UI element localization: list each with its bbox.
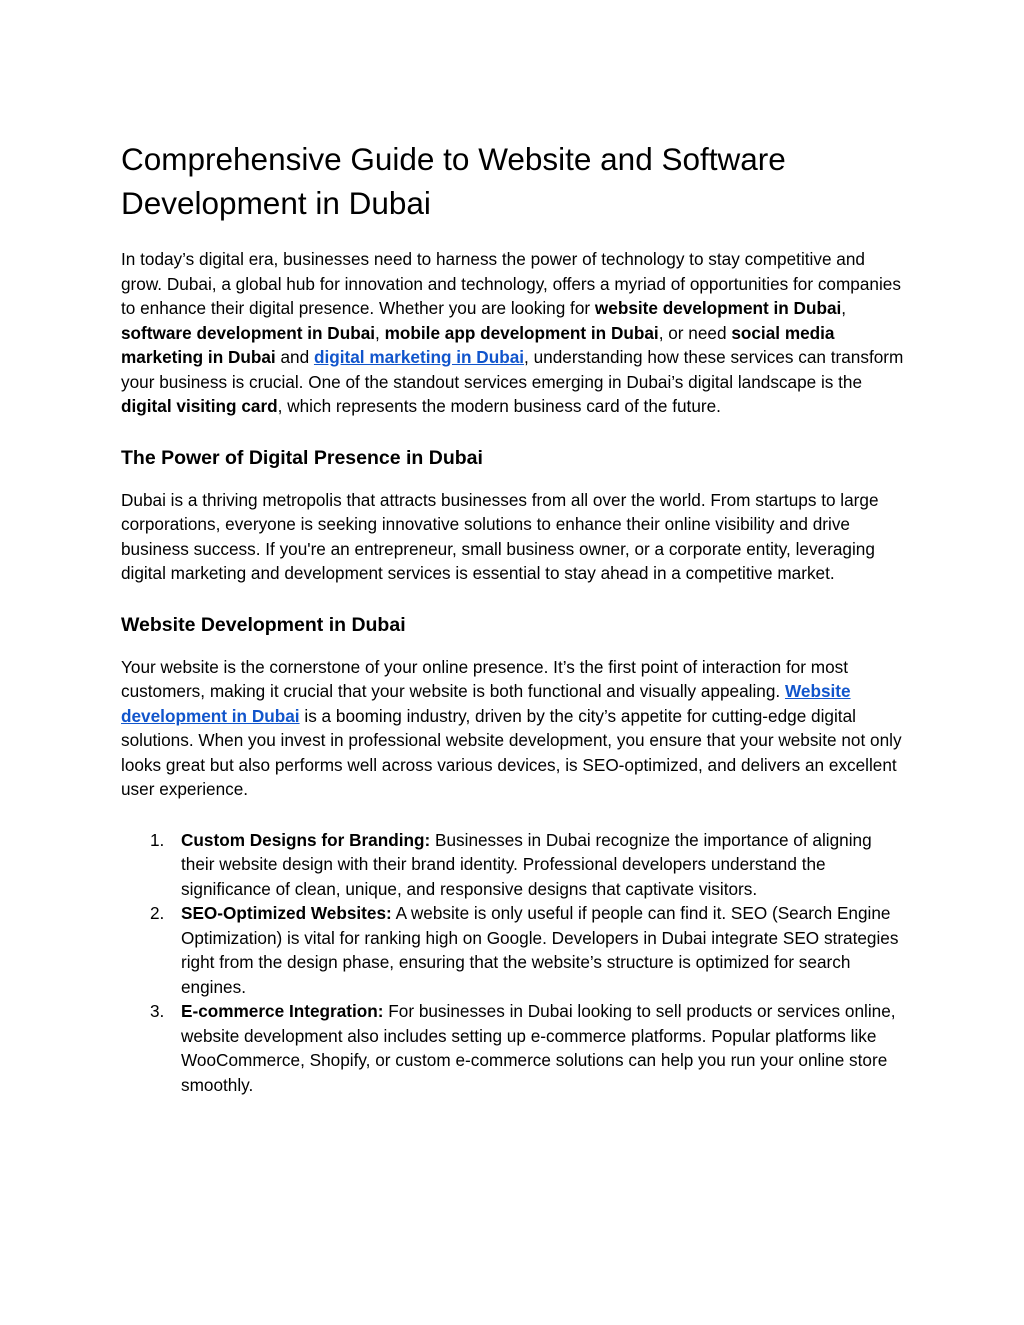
intro-text: , which represents the modern business card of the future. (277, 396, 721, 416)
intro-text: and (275, 347, 314, 367)
intro-bold-website-development: website development in Dubai (594, 298, 842, 318)
intro-text: , understanding how these services can transform your business is crucial. One of the standout services emerging in Dubai’s digital landscape is the (121, 347, 904, 392)
list-item (121, 828, 906, 902)
list-number: 2. (150, 903, 165, 923)
intro-bold-software-development: software development in Dubai (121, 322, 376, 343)
list-item (121, 999, 906, 1097)
list-number: 3. (150, 1001, 165, 1021)
intro-bold-social-media-marketing: social media marketing in Dubai (121, 322, 835, 367)
website-development-link[interactable]: Website development in Dubai (121, 681, 851, 726)
paragraph-text: is a booming industry, driven by the city’s appetite for cutting-edge digital solutions. When you invest in professional website development, you ensure that your website not only looks great but also performs well across various devices, is SEO-optimized, and delivers an excellent user experience. (121, 705, 902, 799)
digital-presence-paragraph: Dubai is a thriving metropolis that attracts businesses from all over the world. From startups to large corporations, everyone is seeking innovative solutions to enhance their online visibility and drive business success. If you're an entrepreneur, small business owner, or a corporate entity, leveraging digital marketing and development services is essential to stay ahead in a competitive market. (121, 489, 879, 583)
list-item-title: E-commerce Integration: (181, 1001, 384, 1021)
intro-text: , (841, 298, 847, 318)
intro-text: , (375, 322, 385, 343)
intro-text: In today’s digital era, businesses need to harness the power of technology to stay competitive and grow. Dubai, a global hub for innovation and technology, offers a myriad of opportunities for companies to enhance their digital presence. Whether you are looking for (121, 249, 901, 318)
intro-text: , or need (658, 322, 732, 343)
section-heading-website-development: Website Development in Dubai (121, 613, 406, 636)
website-development-paragraph (121, 655, 906, 802)
intro-bold-digital-visiting-card: digital visiting card (121, 396, 278, 416)
section-heading-digital-presence: The Power of Digital Presence in Dubai (121, 446, 483, 469)
paragraph-text: Your website is the cornerstone of your online presence. It’s the first point of interaction for most customers, making it crucial that your website is both functional and visually appealing. (121, 656, 849, 701)
list-item-text: Businesses in Dubai recognize the importance of aligning their website design with their brand identity. Professional developers understand the significance of clean, unique, and responsive designs that captivate visitors. (181, 829, 872, 899)
list-item-title: SEO-Optimized Websites: (181, 903, 392, 923)
document-content (121, 137, 906, 1097)
list-item (121, 901, 906, 999)
list-item-text: For businesses in Dubai looking to sell products or services online, website development also includes setting up e-commerce platforms. Popular platforms like WooCommerce, Shopify, or custom e-commerce solutions can help you run your online store smoothly. (181, 1001, 896, 1095)
website-features-list (121, 828, 906, 1098)
list-item-text: A website is only useful if people can find it. SEO (Search Engine Optimization) is vital for ranking high on Google. Developers in Dubai integrate SEO strategies right from the design phase, ensuring that the website’s structure is optimized for search engines. (181, 903, 899, 997)
list-number: 1. (150, 829, 165, 850)
list-item-title: Custom Designs for Branding: (181, 829, 431, 850)
page-title: Comprehensive Guide to Website and Software Development in Dubai (121, 141, 786, 221)
intro-bold-mobile-app-development: mobile app development in Dubai (384, 322, 659, 343)
intro-paragraph (121, 247, 906, 419)
digital-marketing-link[interactable]: digital marketing in Dubai (313, 347, 525, 367)
